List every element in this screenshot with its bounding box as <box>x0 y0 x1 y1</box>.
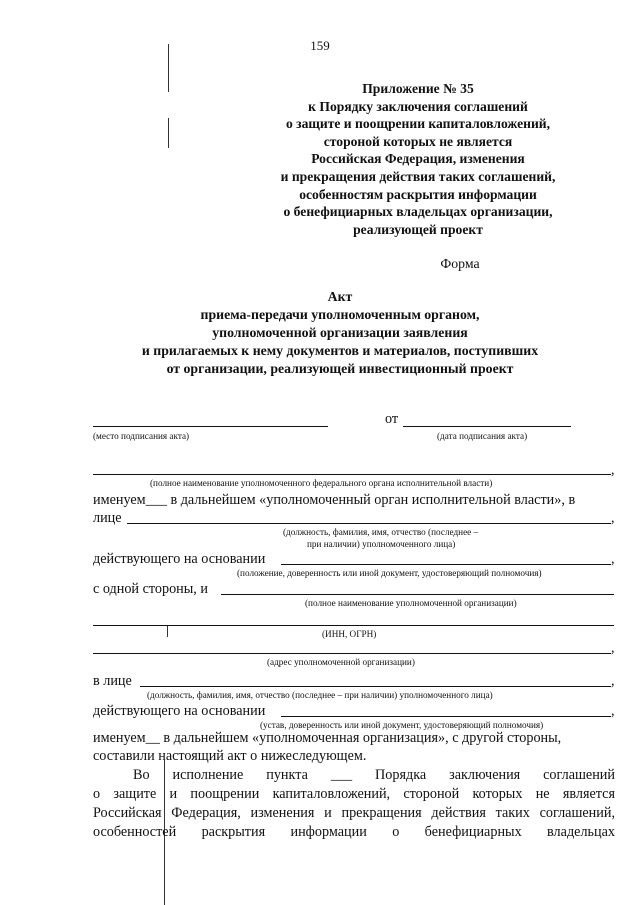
body-line-text: о защите и поощрении капиталовложений, стороной которых не является <box>93 786 615 802</box>
page-number: 159 <box>310 38 330 53</box>
basis1-field[interactable] <box>281 564 611 565</box>
comma: , <box>611 703 615 719</box>
title-line: уполномоченной организации заявления <box>212 325 468 340</box>
place-field[interactable] <box>93 426 328 427</box>
header-line: особенностям раскрытия информации <box>299 186 537 202</box>
person2-caption: (должность, фамилия, имя, отчество (последнее – при наличии) уполномоченного лица) <box>147 690 493 700</box>
title-line: от организации, реализующей инвестиционный проект <box>166 361 514 376</box>
named-organization-text: именуем__ в дальнейшем «уполномоченная организация», с другой стороны, <box>93 730 562 746</box>
body-line-text: Российская Федерация, изменения и прекращения действия таких соглашений, <box>93 805 615 821</box>
binding-mark <box>168 118 169 148</box>
place-caption: (место подписания акта) <box>93 431 190 441</box>
organization-caption: (полное наименование уполномоченной организации) <box>305 598 517 608</box>
person2-label: в лице <box>93 673 132 689</box>
header-line: Российская Федерация, изменения <box>311 151 525 167</box>
from-label: от <box>385 411 399 427</box>
header-line: реализующей проект <box>353 221 483 237</box>
comma: , <box>611 640 615 656</box>
address-field[interactable] <box>93 653 611 654</box>
header-line: к Порядку заключения соглашений <box>308 98 528 114</box>
authority-name-field[interactable] <box>93 474 611 475</box>
comma: , <box>611 510 615 526</box>
date-caption: (дата подписания акта) <box>437 431 528 441</box>
header-line: о защите и поощрении капиталовложений, <box>285 116 551 132</box>
side1-label: с одной стороны, и <box>93 581 208 597</box>
basis2-label: действующего на основании <box>93 703 266 719</box>
header-line: и прекращения действия таких соглашений, <box>280 168 556 184</box>
person1-field[interactable] <box>127 523 611 524</box>
person1-caption: (должность, фамилия, имя, отчество (последнее – <box>283 527 479 537</box>
title-line: и прилагаемых к нему документов и материалов, поступивших <box>141 343 539 358</box>
compiled-text: составили настоящий акт о нижеследующем. <box>93 748 367 764</box>
appendix-header <box>230 80 606 238</box>
authority-caption: (полное наименование уполномоченного федерального органа исполнительной власти) <box>150 478 493 488</box>
header-line: о бенефициарных владельцах организации, <box>283 204 553 220</box>
body-line <box>133 766 615 786</box>
basis1-label: действующего на основании <box>93 551 266 567</box>
body-line <box>93 823 615 843</box>
person1-caption: при наличии) уполномоченного лица) <box>307 539 456 549</box>
inn-caption: (ИНН, ОГРН) <box>322 629 377 639</box>
basis1-caption: (положение, доверенность или иной документ, удостоверяющий полномочия) <box>237 568 542 578</box>
organization-name-field-2[interactable] <box>93 625 614 626</box>
title-line: приема-передачи уполномоченным органом, <box>200 307 480 322</box>
binding-mark <box>167 625 168 637</box>
title-line: Акт <box>327 289 353 304</box>
header-line: Приложение № 35 <box>362 81 474 96</box>
form-label: Форма <box>440 256 480 271</box>
named-authority-text: именуем___ в дальнейшем «уполномоченный орган исполнительной власти», в <box>93 492 576 508</box>
body-line <box>93 785 615 805</box>
organization-name-field[interactable] <box>221 594 614 595</box>
comma: , <box>611 673 615 689</box>
body-line-text: особенностей раскрытия информации о бенефициарных владельцах <box>93 824 615 840</box>
comma: , <box>611 551 615 567</box>
body-line <box>93 804 615 824</box>
basis2-caption: (устав, доверенность или иной документ, удостоверяющий полномочия) <box>260 720 544 730</box>
header-line: стороной которых не является <box>323 133 513 149</box>
basis2-field[interactable] <box>281 716 611 717</box>
date-field[interactable] <box>403 426 571 427</box>
address-caption: (адрес уполномоченной организации) <box>267 657 415 667</box>
person1-label: лице <box>93 510 122 526</box>
person2-field[interactable] <box>140 686 611 687</box>
act-title <box>80 288 600 378</box>
comma: , <box>611 462 615 478</box>
body-line-text: Во исполнение пункта ___ Порядка заключения соглашений <box>133 767 615 783</box>
